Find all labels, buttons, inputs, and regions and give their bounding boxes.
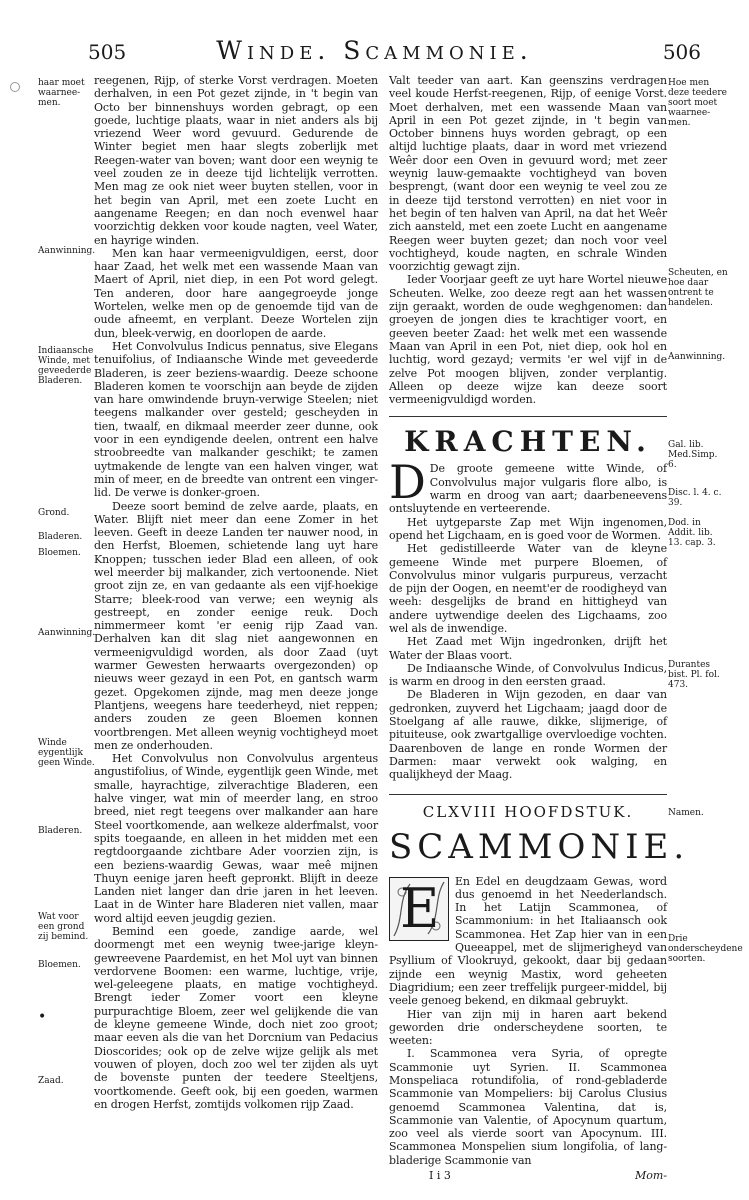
margin-note: Aanwinning. [668, 352, 726, 362]
margin-note: Bloemen. [38, 960, 81, 970]
chapter-heading: CLXVIII HOOFDSTUK. [422, 802, 634, 821]
margin-note: Dod. in Addit. lib. 13. cap. 3. [668, 518, 716, 548]
page-number-right: 506 [662, 40, 701, 64]
paragraph-dropcap [389, 875, 667, 1008]
margin-note: Zaad. [38, 1076, 64, 1086]
margin-note: Indiaansche Winde, met geveederde Bladeren. [38, 346, 94, 386]
drop-cap-E-ornament: E [389, 877, 449, 941]
paragraph: Hier van zijn mij in haren aart bekend geworden drie onderscheydene soorten, te weeten: [389, 1007, 667, 1048]
margin-note: Gal. lib. Med.Simp. 6. [668, 440, 718, 470]
paragraph: Deeze soort bemind de zelve aarde, plaats, en Water. Blijft niet meer dan eene Zomer in het leeven. Geeft in deeze Landen ter nauwer nood, in den Herfst, Bloemen, schietende lang uyt hare Knoppen; tusschen ieder Blad een alleen, of ook wel meerder bij malkander, zich vertoonende. Niet groot zijn ze, en van gedaante als een vijf-hoekige Starre; bleek-rood van verwe; een weynig als gestreept, en zonder eenige reuk. Doch nimmermeer komt 'er eenig rijp Zaad van. Derhalven kan dit slag niet aangewonnen en vermeenigvuldigd worden, als door Zaad (uyt warmer Gewesten herwaarts overgezonden) op nieuws weer gezayd in een Pot, en gantsch warm gezet. Opgekomen zijnde, mag men deeze jonge Plantjens, weegens hare teederheyd, niet reppen; anders zouden ze geen Bloemen konnen voortbrengen. Met alleen weynig vochtigheyd moet men ze onderhouden. [94, 499, 378, 752]
paragraph: I. Scammonea vera Syria, of opregte Scammonie uyt Syrien. II. Scammonea Monspeliaca rotundifolia, of rond-gebladerde Scammonie van Mompeliers: bij Carolus Clusius genoemd Scammonea Valentina, dat is, Scammonie van Valentie, of Apocynum quartum, zoo veel als vierde soort van Apocynum. III. Scammonea Monspelien sium longifolia, of lang-bladerige Scammonie van [389, 1047, 667, 1167]
paragraph: De Bladeren in Wijn gezoden, en daar van gedronken, zuyverd het Ligchaam; jaagd door de Stoelgang af alle rauwe, dikke, slijmerige, of pituiteuse, ook zwartgallige overvloedige vochten. Daarenboven de lange en ronde Wormen der Darmen: maar verwekt ook walging, en qualijkheyd der Maag. [389, 688, 667, 782]
paragraph: Men kan haar vermeenigvuldigen, eerst, door haar Zaad, het welk met een wassende Maan van Maert of April, niet diep, in een Pot word gelegt. Ten anderen, door hare aangegroeyde jonge Wortelen, welke men op de genoemde tijd van de oude afneemt, en verplant. Deeze Wortelen zijn dun, bleek-verwig, en doorlopen de aarde. [94, 246, 378, 340]
paragraph: De Indiaansche Winde, of Convolvulus Indicus, is warm en droog in den eersten graad. [389, 661, 667, 689]
margin-note: haar moet waarnee-men. [38, 78, 85, 108]
paragraph-text: En Edel en deugdzaam Gewas, word dus genoemd in het Neederlandsch. In het Latijn Scammonea, of Scammonium: in het Italiaansch ook Scammonea. Het Zap hier van in een Queeappel, met de slijmerigheyd van Psyllium of Vlookruyd, gekookt, daar bij gedaan zijnde een weynig Mastix, word geheeten Diagridium; een zeer treffelijk purgeer-middel, bij veele genoeg bekend, en dikmaal gebruykt. [389, 874, 667, 1008]
paragraph: Het Zaad met Wijn ingedronken, drijft het Water der Blaas voort. [389, 635, 667, 662]
margin-note: Durantes bist. Pl. fol. 473. [668, 660, 720, 690]
catchword: Mom- [634, 1169, 667, 1183]
page-number-left: 505 [88, 40, 127, 64]
paragraph: Het uytgeparste Zap met Wijn ingenomen, opend het Ligchaam, en is goed voor de Wormen. [389, 515, 667, 542]
paragraph-dropcap [389, 455, 667, 516]
paragraph: Het gedistilleerde Water van de kleyne gemeene Winde met purpere Bloemen, of Convolvulus minor vulgaris purpureus, verzacht de pijn der Oogen, en neemt'er de roodigheyd van weeh: desgelijks de brand en hittigheyd van andere uytwendige deelen des Ligchaams, zoo wel als de inwendige. [389, 542, 667, 635]
chapter-rule [389, 794, 667, 795]
left-column [94, 74, 378, 1111]
paragraph: Bemind een goede, zandige aarde, wel doormengt met een weynig twee-jarige kleyn-gewreevene Paardemist, en het Mol uyt van binnen verdorvene Boomen: een warme, luchtige, vrije, wel-geleegene plaats, en matige vochtigheyd. Brengt ieder Zomer voort een kleyne purpurachtige Bloem, zeer wel gelijkende die van de kleyne gemeene Winde, doch niet zoo groot; maar eeven als die van het Dorcnium van Pedacius Dioscorides; ook op de zelve wijze gelijk als met vouwen of ployen, doch zoo wel ter zijden als uyt de bovenste punten der teedere Steeltjens, voortkomende. Geeft ook, bij een goeden, warmen en drogen Herfst, zomtijds volkomen rijp Zaad. [94, 925, 378, 1111]
margin-note: Bladeren. [38, 532, 83, 542]
paragraph: Het Convolvulus Indicus pennatus, sive Elegans tenuifolius, of Indiaansche Winde met geveederde Bladeren, is zeer beziens-waardig. Deeze schoone Bladeren komen te voorschijn aan beyde de zijden van hare omwindende bruyn-verwige Steelen; niet teegens malkander over gesteld; gescheyden in tien, twaalf, en dikmaal meerder zeer dunne, ook voor in een eyndigende deelen, ontrent een halve stroobreedte van malkander geschikt; te zamen uytmakende de lengte van een halven vinger, wat min of meer, en de breedte van ontrent een vinger-lid. De verwe is donker-groen. [94, 339, 378, 500]
section-heading-krachten: KRACHTEN. [404, 425, 652, 459]
margin-note: Aanwinning. [38, 628, 96, 638]
margin-note: Aanwinning. [38, 246, 96, 256]
margin-note: Bloemen. [38, 548, 81, 558]
margin-note: Wat voor een grond zij bemind. [38, 912, 89, 942]
margin-note: Namen. [668, 808, 704, 818]
page-footer [389, 1169, 667, 1185]
margin-note: Grond. [38, 508, 70, 518]
margin-note: Winde eygentlijk geen Winde. [38, 738, 95, 768]
margin-note: Hoe men deze teedere soort moet waarnee-men. [668, 78, 728, 128]
margin-note: Scheuten, en hoe daar ontrent te handelen. [668, 268, 728, 308]
margin-note: Drie onderscheydene soorten. [668, 934, 743, 964]
margin-note: Bladeren. [38, 826, 83, 836]
margin-ring-mark [10, 82, 20, 92]
margin-bullet: • [38, 1009, 47, 1025]
chapter-title: SCAMMONIE. [389, 826, 690, 867]
section-rule [389, 416, 667, 417]
paragraph: Het Convolvulus non Convolvulus argenteus angustifolius, of Winde, eygentlijk geen Winde, met smalle, hayrachtige, zilverachtige Bladeren, een halve vinger, wat min of meerder lang, en stroo breed, niet regt teegens over malkander aan hare Steel voortkomende, aan welkeze alderfmalst, voor spits toegaande, en alleen in het midden met een regtdoorgaande zichtbare Ader voorzien zijn, is een beziens-waardig Gewas, waar meê mijnen Thuyn eenige jaren heeft geprонkt. Blijft in deeze Landen niet langer dan drie jaren in het leeven. Laat in de Winter hare Bladeren niet vallen, maar word altijd eeven jeugdig gezien. [94, 752, 378, 925]
paragraph-text: De groote gemeene witte Winde, of Convolvulus major vulgaris flore albo, is warm en droog van aart; daarbeneevens ontsluytende en verteerende. [389, 462, 667, 516]
running-title: Winde. Scammonie. [216, 36, 533, 65]
paragraph: Ieder Voorjaar geeft ze uyt hare Wortel nieuwe Scheuten. Welke, zoo deeze regt aan het wassen zijn geraakt, worden de oude weghgenomen: dan groeyen de jongen dies te krachtiger voort, en geeven beeter Zaad: het welk met een wassende Maan van April in een Pot, niet diep, ook hol en luchtig, word gezayd; vermits 'er wel vijf in de zelve Pot moogen blijven, zonder verplantig. Alleen op deeze wijze kan deeze soort vermeenigvuldigd worden. [389, 273, 667, 407]
signature-mark: I i 3 [429, 1169, 451, 1183]
paragraph: Valt teeder van aart. Kan geenszins verdragen veel koude Herfst-reegenen, Rijp, of eenige Vorst. Moet derhalven, met een wassende Maan van April in een Pot gezet zijnde, in 't begin van October binnens huys worden gebragt, op een altijd luchtige plaats, daar in word met vriezend Weêr door een Oven in gevuurd word; met zeer weynig lauw-gemaakte vochtigheyd van boven besprengt, (want door een weynig te veel zou ze in deeze tijd terstond verrotten) en niet voor in het begin of ten halven van April, na dat het Weêr zich aansteld, met een zoete Lucht en aangename Reegen weer buyten gezet; dan noch voor veel vochtigheyd, koude nagten, en schrale Winden voorzichtig gewagt zijn. [389, 74, 667, 274]
margin-note: Disc. l. 4. c. 39. [668, 488, 722, 508]
paragraph: reegenen, Rijp, of sterke Vorst verdragen. Moeten derhalven, in een Pot gezet zijnde, in 't begin van Octo ber binnenshuys worden gebragt, op een goede, luchtige plaats, waar in niet anders als bij vriezend Weer word gevuurd. Gedurende de Winter begiet men haar slegts zoberlijk met Reegen-water van boven; want door een weynig te veel zouden ze in deeze tijd lichtelijk verrotten. Men mag ze ook niet weer buyten stellen, voor in het begin van April, met een zoete Lucht en aangename Reegen; en dan noch evenwel haar voorzichtig dekken voor koude nagten, veel Water, en hayrige winden. [94, 74, 378, 247]
page-header [0, 36, 749, 66]
drop-cap-D-ornament: D [389, 455, 426, 510]
